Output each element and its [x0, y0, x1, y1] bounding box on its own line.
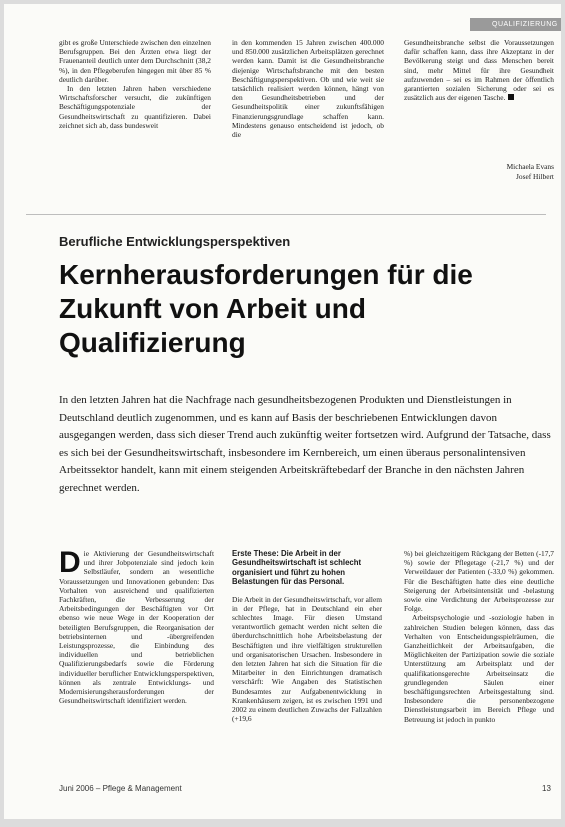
thesis-heading: Erste These: Die Arbeit in der Gesundheitswirtschaft ist schlecht organisiert und führt zu hohen Belastungen für das Personal. [232, 549, 362, 587]
paragraph: in den kommenden 15 Jahren zwischen 400.000 und 850.000 zusätzlichen Arbeitsplätzen gerechnet werden kann. Damit ist die Gesundheitsbranche diejenige Wirtschaftsbranche mit den besten Beschäftigungsperspektiven. Ob und wie weit sie tatsächlich realisiert werden können, hängt von den Gesundheitsbetrieben und der Gesundheitspolitik einer zukunftsfähigen Finanzierungsgrundlage schaffen kann. Mindestens genauso entscheidend ist jedoch, ob die [232, 38, 384, 140]
magazine-page [4, 4, 561, 819]
paragraph [59, 546, 214, 706]
article-kicker: Berufliche Entwicklungsperspektiven [59, 234, 291, 249]
drop-cap: D [59, 546, 81, 579]
paragraph: Arbeitspsychologie und -soziologie haben in zahlreichen Studien belegen können, dass das Verhalten von Entscheidungsspielräumen, die Ganzheitlichkeit der Arbeitsaufgaben, die Möglichkeiten der Partizipation sowie die soziale Unterstützung am Arbeitsplatz und der qualifikationsgerechte Arbeitseinsatz die grundlegenden Säulen einer beschäftigungsrechten Arbeitsgestaltung sind. Insbesondere die personenbezogene Dienstleistungsarbeit im Bereich Pflege und Betreuung ist jedoch in punkto [404, 613, 554, 724]
section-divider [26, 214, 546, 215]
paragraph: %) bei gleichzeitigem Rückgang der Betten (-17,7 %) sowie der Pflegetage (-21,7 %) und der Verweildauer der Patienten (-33,0 %) gekommen. Für die Beschäftigten hatte dies eine deutliche Steigerung der Arbeitsintensität und -belastung sowie eine Verdichtung der Arbeitsprozesse zur Folge. [404, 549, 554, 614]
paragraph: Die Arbeit in der Gesundheitswirtschaft, vor allem in der Pflege, hat in Deutschland ein eher schlechtes Image. Für diesen Umstand verantwortlich gemacht werden nicht selten die überdurchschnittlich hohe Arbeitsbelastung der Beschäftigten und ihre vielfältigen strukturellen und organisatorischen Ursachen. Insbesondere in den letzten Jahren hat sich die Situation für die Mitarbeiter in den Einrichtungen dramatisch verschärft: Wie Angaben des Statistischen Bundesamtes zur Aufgabenentwicklung in Krankenhäusern zeigen, ist es zwischen 1991 und 2002 zu einem deutlichen Zuwachs der Fallzahlen (+19,6 [232, 594, 382, 724]
article-headline: Kernherausforderungen für die Zukunft von Arbeit und Qualifizierung [59, 259, 473, 358]
top-column-2 [232, 38, 384, 139]
top-column-3 [404, 38, 554, 102]
paragraph: gibt es große Unterschiede zwischen den einzelnen Berufsgruppen. Bei den Ärzten etwa liegt der Frauenanteil deutlich unter dem Durchschnitt (38,2 %), in den Pflegeberufen hingegen mit über 85 % deutlich darüber. [59, 38, 211, 84]
article-lead: In den letzten Jahren hat die Nachfrage nach gesundheitsbezogenen Produkten und Dienstleistungen in Deutschland deutlich zugenommen, und es kann auf Basis der beschriebenen Entwicklungen davon ausgegangen werden, dass sich dieser Trend auch zukünftig weiter fortsetzen wird. Aufgrund der Tatsache, dass es sich bei der Gesundheitswirtschaft, insbesondere im Kernbereich, um einen überaus personalintensiven Arbeitssektor handelt, kann mit einem steigenden Arbeitskräftebedarf der Branche in den nächsten Jahren gerechnet werden. [59, 394, 551, 494]
body-column-2 [232, 549, 382, 723]
issue-footer: Juni 2006 – Pflege & Management [59, 784, 182, 793]
section-rubric: QUALIFIZIERUNG [470, 18, 561, 31]
end-of-article-mark [508, 94, 514, 100]
body-column-1 [59, 546, 214, 706]
paragraph: In den letzten Jahren haben verschiedene Wirtschaftsforscher versucht, die zukünftigen Beschäftigungspotenziale der Gesundheitswirtschaft zu quantifizieren. Dabei zeichnet sich ab, dass bundesweit [59, 84, 211, 130]
paragraph-text: ie Aktivierung der Gesundheitswirtschaft und ihrer Jobpotenziale sind jedoch kein Selbstläufer, sondern an wesentliche Voraussetzungen und Innovationen gebunden: Das Vorhalten von ausreichend und qualifizierten Fachkräften, die Verbesserung der Arbeitsbedingungen der Beschäftigten vor Ort ebenso wie neue Wege in der Kooperation der beteiligten Berufsgruppen, die Reorganisation der betriebsinternen und -übergreifenden Leistungsprozesse, die Einbindung des individuellen und betrieblichen Qualifizierungsbedarfs sowie die Förderung individueller beruflicher Entwicklungsperspektiven, können als zentrale Entwicklungs- und Modernisierungsherausforderungen der Gesundheitswirtschaft identifiziert werden. [59, 549, 214, 706]
body-column-3 [404, 549, 554, 724]
author-name: Josef Hilbert [516, 171, 554, 181]
author-name: Michaela Evans [506, 162, 554, 171]
top-column-1 [59, 38, 211, 130]
author-byline [404, 162, 554, 181]
page-number: 13 [542, 784, 551, 793]
paragraph-text: Gesundheitsbranche selbst die Voraussetzungen dafür schaffen kann, dass ihre Akzeptanz in der Bevölkerung steigt und dass Menschen bereit sind, mehr Mittel für ihre Gesundheit aufzuwenden – sei es im Rahmen der öffentlich garantierten sozialen Sicherung oder sei es zusätzlich aus der eigenen Tasche. [404, 38, 554, 103]
paragraph [404, 38, 554, 102]
